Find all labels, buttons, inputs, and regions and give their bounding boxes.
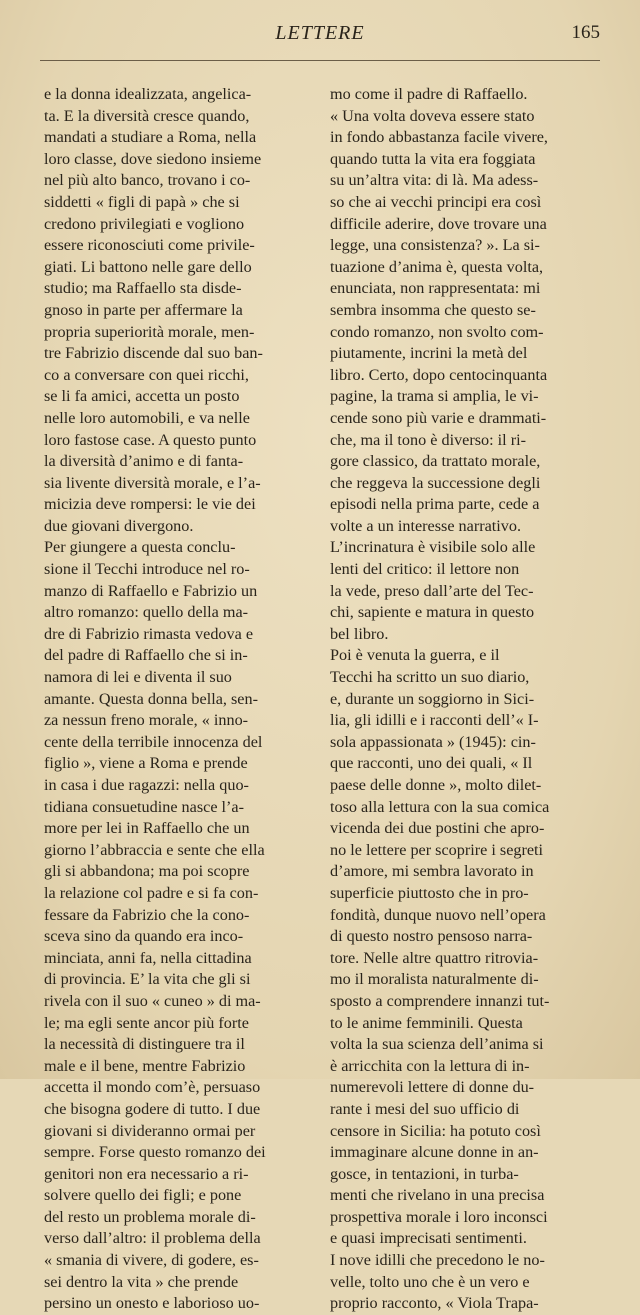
text-line: micizia deve rompersi: le vie dei	[44, 495, 256, 514]
text-line: proprio racconto, « Viola Trapa-	[330, 1294, 539, 1313]
text-line: persino un onesto e laborioso uo-	[44, 1294, 260, 1313]
text-line: di questo nostro pensoso narra-	[330, 927, 533, 946]
text-line: difficile aderire, dove trovare una	[330, 214, 547, 233]
text-line: so che ai vecchi principi era così	[330, 192, 542, 211]
text-line: prospettiva morale i loro inconsci	[330, 1207, 548, 1226]
text-line: rante i mesi del suo ufficio di	[330, 1099, 520, 1118]
text-line: essere riconosciuti come privile-	[44, 236, 255, 255]
text-line: sposto a comprendere innanzi tut-	[330, 991, 550, 1010]
text-line: sceva sino da quando era inco-	[44, 927, 244, 946]
text-line: immaginare alcune donne in an-	[330, 1143, 539, 1162]
text-line: in casa i due ragazzi: nella quo-	[44, 776, 249, 794]
text-line: del padre di Raffaello che si in-	[44, 646, 248, 665]
text-line: toso alla lettura con la sua comica	[330, 797, 550, 816]
text-line: cente della terribile innocenza del	[44, 732, 263, 751]
text-line: episodi nella prima parte, cede a	[330, 495, 540, 514]
text-line: lenti del critico: il lettore non	[330, 560, 520, 579]
text-line: figlio », viene a Roma e prende	[44, 754, 248, 773]
text-line: superficie piuttosto che in pro-	[330, 883, 529, 902]
text-line: chi, sapiente e matura in questo	[330, 603, 535, 622]
right-column	[330, 84, 598, 1315]
text-line: nel più alto banco, trovano i co-	[44, 171, 251, 190]
text-line: la necessità di distinguere tra il	[44, 1035, 245, 1054]
text-line: propria superiorità morale, men-	[44, 322, 255, 341]
text-line: che, ma il tono è diverso: il ri-	[330, 430, 526, 449]
text-line: le; ma egli sente ancor più forte	[44, 1013, 249, 1032]
text-line: genitori non era necessario a ri-	[44, 1164, 249, 1183]
text-line: cende sono più varie e drammati-	[330, 408, 547, 427]
text-line: L’incrinatura è visibile solo alle	[330, 538, 536, 557]
text-line: nelle loro automobili, e va nelle	[44, 408, 250, 427]
text-line: di provincia. E’ la vita che gli si	[44, 970, 251, 989]
text-line: tidiana consuetudine nasce l’a-	[44, 797, 245, 816]
text-line: legge, una consistenza? ». La si-	[330, 236, 540, 255]
text-line: more per lei in Raffaello che un	[44, 819, 250, 838]
text-line: sempre. Forse questo romanzo dei	[44, 1143, 266, 1162]
text-line: due giovani divergono.	[44, 516, 194, 535]
text-line: e, durante un soggiorno in Sici-	[330, 689, 535, 708]
text-line: la relazione col padre e si fa con-	[44, 883, 259, 902]
text-line: gli si abbandona; ma poi scopre	[44, 862, 250, 881]
text-line: sola appassionata » (1945): cin-	[330, 732, 536, 751]
text-line: male e il bene, mentre Fabrizio	[44, 1056, 246, 1075]
text-line: za nessun freno morale, « inno-	[44, 711, 249, 730]
text-line: fessare da Fabrizio che la cono-	[44, 905, 250, 924]
text-line: sei dentro la vita » che prende	[44, 1272, 239, 1291]
text-line: giorno l’abbraccia e sente che ella	[44, 840, 265, 859]
text-line: quando tutta la vita era foggiata	[330, 149, 536, 168]
text-line: la vede, preso dall’arte del Tec-	[330, 581, 534, 600]
header-rule	[40, 60, 600, 61]
text-line: solvere quello dei figli; e pone	[44, 1186, 242, 1205]
text-line: menti che rivelano in una precisa	[330, 1186, 545, 1205]
text-line: namora di lei e diventa il suo	[44, 668, 232, 687]
text-line: libro. Certo, dopo centocinquanta	[330, 365, 548, 384]
page-header	[40, 22, 600, 52]
text-line: « smania di vivere, di godere, es-	[44, 1251, 259, 1270]
text-line: Poi è venuta la guerra, e il	[330, 646, 500, 665]
text-line: no le lettere per scoprire i segreti	[330, 840, 544, 859]
text-line: velle, tolto uno che è un vero e	[330, 1272, 530, 1291]
text-line: Tecchi ha scritto un suo diario,	[330, 668, 530, 687]
running-title: LETTERE	[275, 22, 365, 44]
text-line: vicenda dei due postini che apro-	[330, 819, 545, 838]
text-line: loro classe, dove siedono insieme	[44, 149, 262, 168]
text-line: volte a un interesse narrativo.	[330, 516, 522, 535]
text-line: paese delle donne », molto dilet-	[330, 776, 542, 794]
text-line: siddetti « figli di papà » che si	[44, 192, 240, 211]
text-line: gore classico, da trattato morale,	[330, 452, 541, 471]
text-line: lia, gli idilli e i racconti dell’« I-	[330, 711, 539, 730]
text-line: Per giungere a questa conclu-	[44, 538, 236, 557]
text-line: minciata, anni fa, nella cittadina	[44, 948, 252, 967]
text-line: altro romanzo: quello della ma-	[44, 603, 249, 622]
text-line: bel libro.	[330, 624, 389, 643]
text-line: pagine, la trama si amplia, le vi-	[330, 387, 539, 406]
text-line: co a conversare con quei ricchi,	[44, 365, 249, 384]
text-line: tre Fabrizio discende dal suo ban-	[44, 344, 263, 363]
text-line: credono privilegiati e vogliono	[44, 214, 245, 233]
text-line: che reggeva la successione degli	[330, 473, 541, 492]
text-line: e la donna idealizzata, angelica-	[44, 85, 252, 103]
text-line: enunciata, non rappresentata: mi	[330, 279, 541, 298]
text-line: que racconti, uno dei quali, « Il	[330, 754, 533, 773]
text-line: condo romanzo, non svolto com-	[330, 322, 544, 341]
text-line: mo come il padre di Raffaello.	[330, 85, 528, 103]
text-line: giati. Li battono nelle gare dello	[44, 257, 252, 276]
text-line: mo il moralista naturalmente di-	[330, 970, 539, 989]
text-line: manzo di Raffaello e Fabrizio un	[44, 581, 258, 600]
text-line: verso dall’altro: il problema della	[44, 1229, 261, 1248]
text-line: sione il Tecchi introduce nel ro-	[44, 560, 250, 579]
text-line: I nove idilli che precedono le no-	[330, 1251, 545, 1270]
text-line: tuazione d’anima è, questa volta,	[330, 257, 544, 276]
text-line: studio; ma Raffaello sta disde-	[44, 279, 242, 298]
text-line: mandati a studiare a Roma, nella	[44, 128, 257, 147]
text-line: piutamente, incrini la metà del	[330, 344, 528, 363]
text-line: fondità, dunque nuovo nell’opera	[330, 905, 546, 924]
text-line: rivela con il suo « cuneo » di ma-	[44, 991, 261, 1010]
text-line: che bisogna godere di tutto. I due	[44, 1099, 261, 1118]
text-line: sembra insomma che questo se-	[330, 300, 536, 319]
text-line: giovani si divideranno ormai per	[44, 1121, 256, 1140]
text-line: tore. Nelle altre quattro ritrovia-	[330, 948, 539, 967]
text-line: dre di Fabrizio rimasta vedova e	[44, 624, 254, 643]
text-line: gnoso in parte per affermare la	[44, 300, 243, 319]
text-line: volta la sua scienza dell’anima si	[330, 1035, 544, 1054]
text-line: ta. E la diversità cresce quando,	[44, 106, 250, 125]
text-line: censore in Sicilia: ha potuto così	[330, 1121, 541, 1140]
text-line: numerevoli lettere di donne du-	[330, 1078, 535, 1097]
text-line: in fondo abbastanza facile vivere,	[330, 128, 548, 147]
text-line: gosce, in tentazioni, in turba-	[330, 1164, 519, 1183]
text-line: to le anime femminili. Questa	[330, 1013, 523, 1032]
text-line: d’amore, mi sembra lavorato in	[330, 862, 534, 881]
text-line: accetta il mondo com’è, persuaso	[44, 1078, 261, 1097]
left-column	[44, 84, 312, 1315]
text-line: su un’altra vita: di là. Ma adess-	[330, 171, 539, 190]
text-line: la diversità d’animo e di fanta-	[44, 452, 244, 471]
text-line: è arricchita con la lettura di in-	[330, 1056, 530, 1075]
text-line: amante. Questa donna bella, sen-	[44, 689, 258, 708]
text-line: del resto un problema morale di-	[44, 1207, 256, 1226]
page-number: 165	[571, 22, 600, 43]
text-line: loro fastose case. A questo punto	[44, 430, 257, 449]
text-line: sia livente diversità morale, e l’a-	[44, 473, 261, 492]
text-line: « Una volta doveva essere stato	[330, 106, 535, 125]
text-line: se li fa amici, accetta un posto	[44, 387, 240, 406]
text-line: e quasi imprecisati sentimenti.	[330, 1229, 527, 1248]
